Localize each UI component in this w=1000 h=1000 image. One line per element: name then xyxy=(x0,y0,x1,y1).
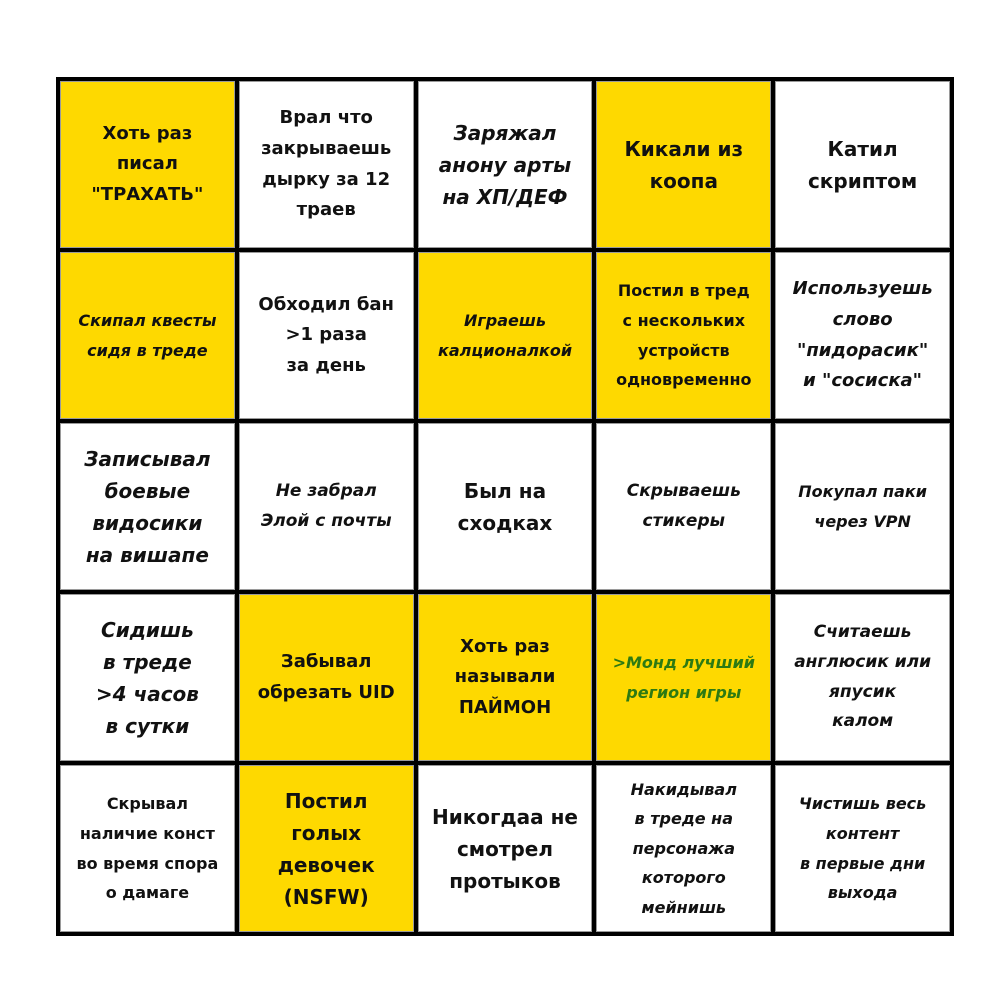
bingo-cell[interactable] xyxy=(418,81,593,248)
bingo-cell[interactable] xyxy=(239,423,414,590)
cell-text: Катил скриптом xyxy=(807,136,918,193)
bingo-cell[interactable] xyxy=(775,423,950,590)
bingo-cell[interactable] xyxy=(596,423,771,590)
bingo-board xyxy=(56,77,954,936)
bingo-cell[interactable] xyxy=(775,252,950,419)
cell-text: Используешь слово "пидорасик" и "сосиска" xyxy=(792,278,933,392)
bingo-cell[interactable] xyxy=(60,252,235,419)
bingo-cell[interactable] xyxy=(596,81,771,248)
cell-text: Хоть раз называли ПАЙМОН xyxy=(454,635,556,718)
cell-text: Скрываешь стикеры xyxy=(626,480,741,531)
cell-text: Кикали из коопа xyxy=(624,136,744,193)
bingo-cell[interactable] xyxy=(60,81,235,248)
cell-text: >Монд лучший регион игры xyxy=(612,652,755,702)
cell-text: Сидишь в треде >4 часов в сутки xyxy=(95,617,199,738)
cell-text: Скипал квесты сидя в треде xyxy=(78,310,217,360)
cell-text: Никогдаа не смотрел протыков xyxy=(431,804,578,893)
cell-text: Постил голых девочек (NSFW) xyxy=(277,788,375,909)
bingo-cell[interactable] xyxy=(60,594,235,761)
bingo-cell[interactable] xyxy=(239,765,414,932)
cell-text: Забывал обрезать UID xyxy=(257,650,395,703)
cell-text: Считаешь англюсик или япусик калом xyxy=(794,622,931,732)
cell-text: Покупал паки через VPN xyxy=(798,481,927,531)
bingo-cell[interactable] xyxy=(239,594,414,761)
bingo-cell[interactable] xyxy=(418,594,593,761)
bingo-cell[interactable] xyxy=(239,252,414,419)
cell-text: Обходил бан >1 раза за день xyxy=(258,293,394,376)
bingo-cell[interactable] xyxy=(775,81,950,248)
bingo-cell[interactable] xyxy=(418,765,593,932)
bingo-cell[interactable] xyxy=(596,765,771,932)
cell-text: Постил в тред с нескольких устройств одновременно xyxy=(616,281,752,390)
cell-text: Не забрал Элой с почты xyxy=(260,480,392,531)
bingo-cell[interactable] xyxy=(596,594,771,761)
bingo-cell[interactable] xyxy=(418,252,593,419)
cell-text: Хоть раз писал "ТРАХАТЬ" xyxy=(91,122,204,205)
cell-text: Чистишь весь контент в первые дни выхода xyxy=(798,794,927,903)
cell-text: Записывал боевые видосики на вишапе xyxy=(84,446,211,567)
bingo-cell[interactable] xyxy=(418,423,593,590)
bingo-cell[interactable] xyxy=(239,81,414,248)
cell-text: Скрывал наличие конст во время спора о дамаге xyxy=(76,794,219,903)
cell-text: Заряжал анону арты на ХП/ДЕФ xyxy=(438,120,572,209)
cell-text: Накидывал в треде на персонажа которого мейнишь xyxy=(630,779,737,917)
bingo-cell[interactable] xyxy=(775,594,950,761)
cell-text: Играешь калционалкой xyxy=(437,310,573,360)
bingo-cell[interactable] xyxy=(60,423,235,590)
bingo-cell[interactable] xyxy=(596,252,771,419)
bingo-cell[interactable] xyxy=(60,765,235,932)
cell-text: Был на сходках xyxy=(457,478,553,535)
cell-text: Врал что закрываешь дырку за 12 траев xyxy=(261,107,392,221)
bingo-cell[interactable] xyxy=(775,765,950,932)
